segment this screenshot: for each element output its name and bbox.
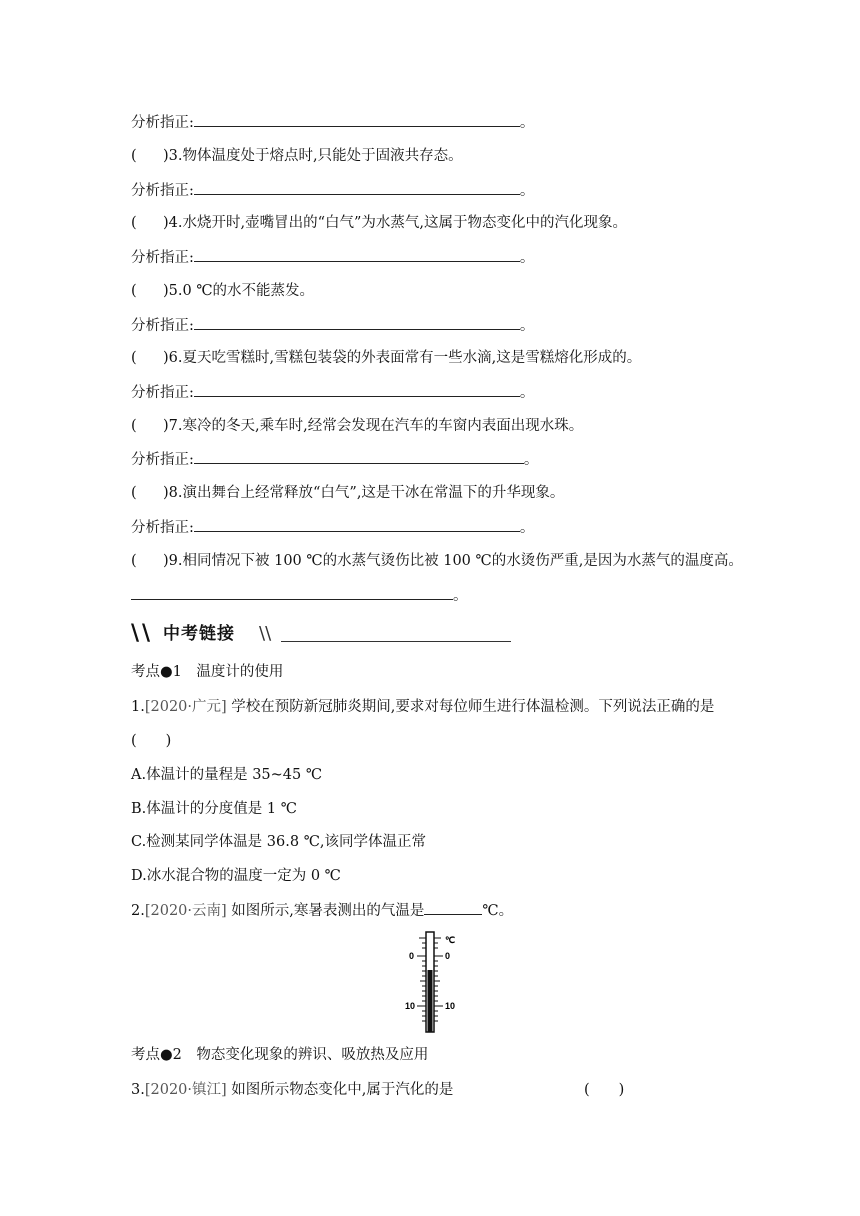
- judgment-item-8: [131, 483, 564, 503]
- thermometer-left-label: 0: [409, 951, 415, 961]
- section-title: 中考链接: [163, 624, 235, 644]
- answer-paren[interactable]: (: [131, 485, 137, 501]
- knowledge-point-1: 考点●1 温度计的使用: [131, 664, 284, 680]
- analysis-line: [131, 449, 538, 470]
- question-text: 如图所示,寒暑表测出的气温是: [226, 903, 425, 919]
- answer-blank[interactable]: [194, 517, 520, 532]
- period: 。: [519, 318, 535, 334]
- judgment-item-9: [131, 551, 743, 571]
- answer-blank[interactable]: [194, 382, 520, 397]
- analysis-line: [131, 315, 534, 336]
- question-3: [131, 1080, 453, 1100]
- analysis-label: 分析指正:: [131, 452, 194, 468]
- thermometer-figure: [405, 930, 465, 1035]
- item-text: )7.寒冷的冬天,乘车时,经常会发现在汽车的车窗内表面出现水珠。: [163, 418, 584, 434]
- heading-slash-mark: \: [142, 621, 151, 646]
- question-source: [2020·云南]: [144, 903, 227, 919]
- analysis-label: 分析指正:: [131, 115, 194, 131]
- option-b: B.体温计的分度值是 1 ℃: [131, 801, 297, 817]
- thermometer-right-label: 0: [445, 951, 451, 961]
- heading-slash-mark: \: [131, 621, 140, 646]
- analysis-line: [131, 112, 534, 133]
- judgment-item-5: [131, 281, 314, 301]
- option-a: A.体温计的量程是 35~45 ℃: [131, 767, 323, 783]
- section-heading: [131, 622, 511, 646]
- answer-paren[interactable]: (: [131, 350, 137, 366]
- analysis-label: 分析指正:: [131, 250, 194, 266]
- answer-paren[interactable]: (: [131, 553, 137, 569]
- judgment-item-4: [131, 213, 627, 233]
- analysis-blank-line: [131, 585, 468, 606]
- option-d: D.冰水混合物的温度一定为 0 ℃: [131, 868, 341, 884]
- question-text: 如图所示物态变化中,属于汽化的是: [226, 1082, 454, 1098]
- answer-blank[interactable]: [424, 900, 482, 915]
- item-text: )4.水烧开时,壶嘴冒出的“白气”为水蒸气,这属于物态变化中的汽化现象。: [163, 215, 628, 231]
- period: 。: [519, 520, 535, 536]
- answer-paren[interactable]: (: [131, 215, 137, 231]
- analysis-label: 分析指正:: [131, 318, 194, 334]
- analysis-line: [131, 247, 534, 268]
- question-unit: ℃。: [482, 903, 514, 919]
- question-1: [131, 697, 714, 717]
- answer-paren[interactable]: (: [131, 283, 137, 299]
- question-number: 1.: [131, 699, 145, 715]
- knowledge-point-2: 考点●2 物态变化现象的辨识、吸放热及应用: [131, 1047, 429, 1063]
- thermometer-left-label: 10: [405, 1001, 416, 1011]
- item-text: )5.0 ℃的水不能蒸发。: [163, 283, 315, 299]
- judgment-item-3: [131, 146, 463, 166]
- analysis-label: 分析指正:: [131, 183, 194, 199]
- answer-blank[interactable]: [194, 247, 520, 262]
- answer-paren[interactable]: (: [131, 418, 137, 434]
- item-text: )3.物体温度处于熔点时,只能处于固液共存态。: [163, 148, 463, 164]
- analysis-label: 分析指正:: [131, 520, 194, 536]
- question-source: [2020·广元]: [144, 699, 227, 715]
- thermometer-svg: [405, 930, 465, 1035]
- thermometer-right-label: 10: [445, 1001, 456, 1011]
- answer-blank[interactable]: [194, 180, 520, 195]
- analysis-line: [131, 517, 534, 538]
- period: 。: [519, 250, 535, 266]
- answer-blank[interactable]: [194, 315, 520, 330]
- item-text: )8.演出舞台上经常释放“白气”,这是干冰在常温下的升华现象。: [163, 485, 565, 501]
- question-number: 3.: [131, 1082, 145, 1098]
- period: 。: [523, 452, 539, 468]
- question-source: [2020·镇江]: [144, 1082, 227, 1098]
- period: 。: [519, 115, 535, 131]
- analysis-line: [131, 180, 534, 201]
- item-text: )9.相同情况下被 100 ℃的水蒸气烫伤比被 100 ℃的水烫伤严重,是因为水蒸气的温度高。: [163, 553, 743, 569]
- period: 。: [453, 588, 468, 604]
- answer-paren[interactable]: ( ): [131, 733, 172, 749]
- analysis-line: [131, 382, 534, 403]
- question-number: 2.: [131, 903, 145, 919]
- question-text: 学校在预防新冠肺炎期间,要求对每位师生进行体温检测。下列说法正确的是: [226, 699, 715, 715]
- heading-thin-slashes: \\: [259, 623, 272, 644]
- option-c: C.检测某同学体温是 36.8 ℃,该同学体温正常: [131, 834, 427, 850]
- answer-blank[interactable]: [194, 112, 520, 127]
- period: 。: [519, 385, 535, 401]
- judgment-item-7: [131, 416, 583, 436]
- judgment-item-6: [131, 348, 641, 368]
- item-text: )6.夏天吃雪糕时,雪糕包装袋的外表面常有一些水滴,这是雪糕熔化形成的。: [163, 350, 642, 366]
- answer-blank[interactable]: [194, 449, 524, 464]
- question-2: [131, 900, 513, 921]
- period: 。: [519, 183, 535, 199]
- answer-paren[interactable]: (: [131, 148, 137, 164]
- answer-blank[interactable]: [131, 585, 453, 600]
- heading-rule: [281, 641, 511, 642]
- thermometer-unit-label: ℃: [445, 935, 456, 945]
- analysis-label: 分析指正:: [131, 385, 194, 401]
- answer-paren[interactable]: ( ): [584, 1082, 625, 1098]
